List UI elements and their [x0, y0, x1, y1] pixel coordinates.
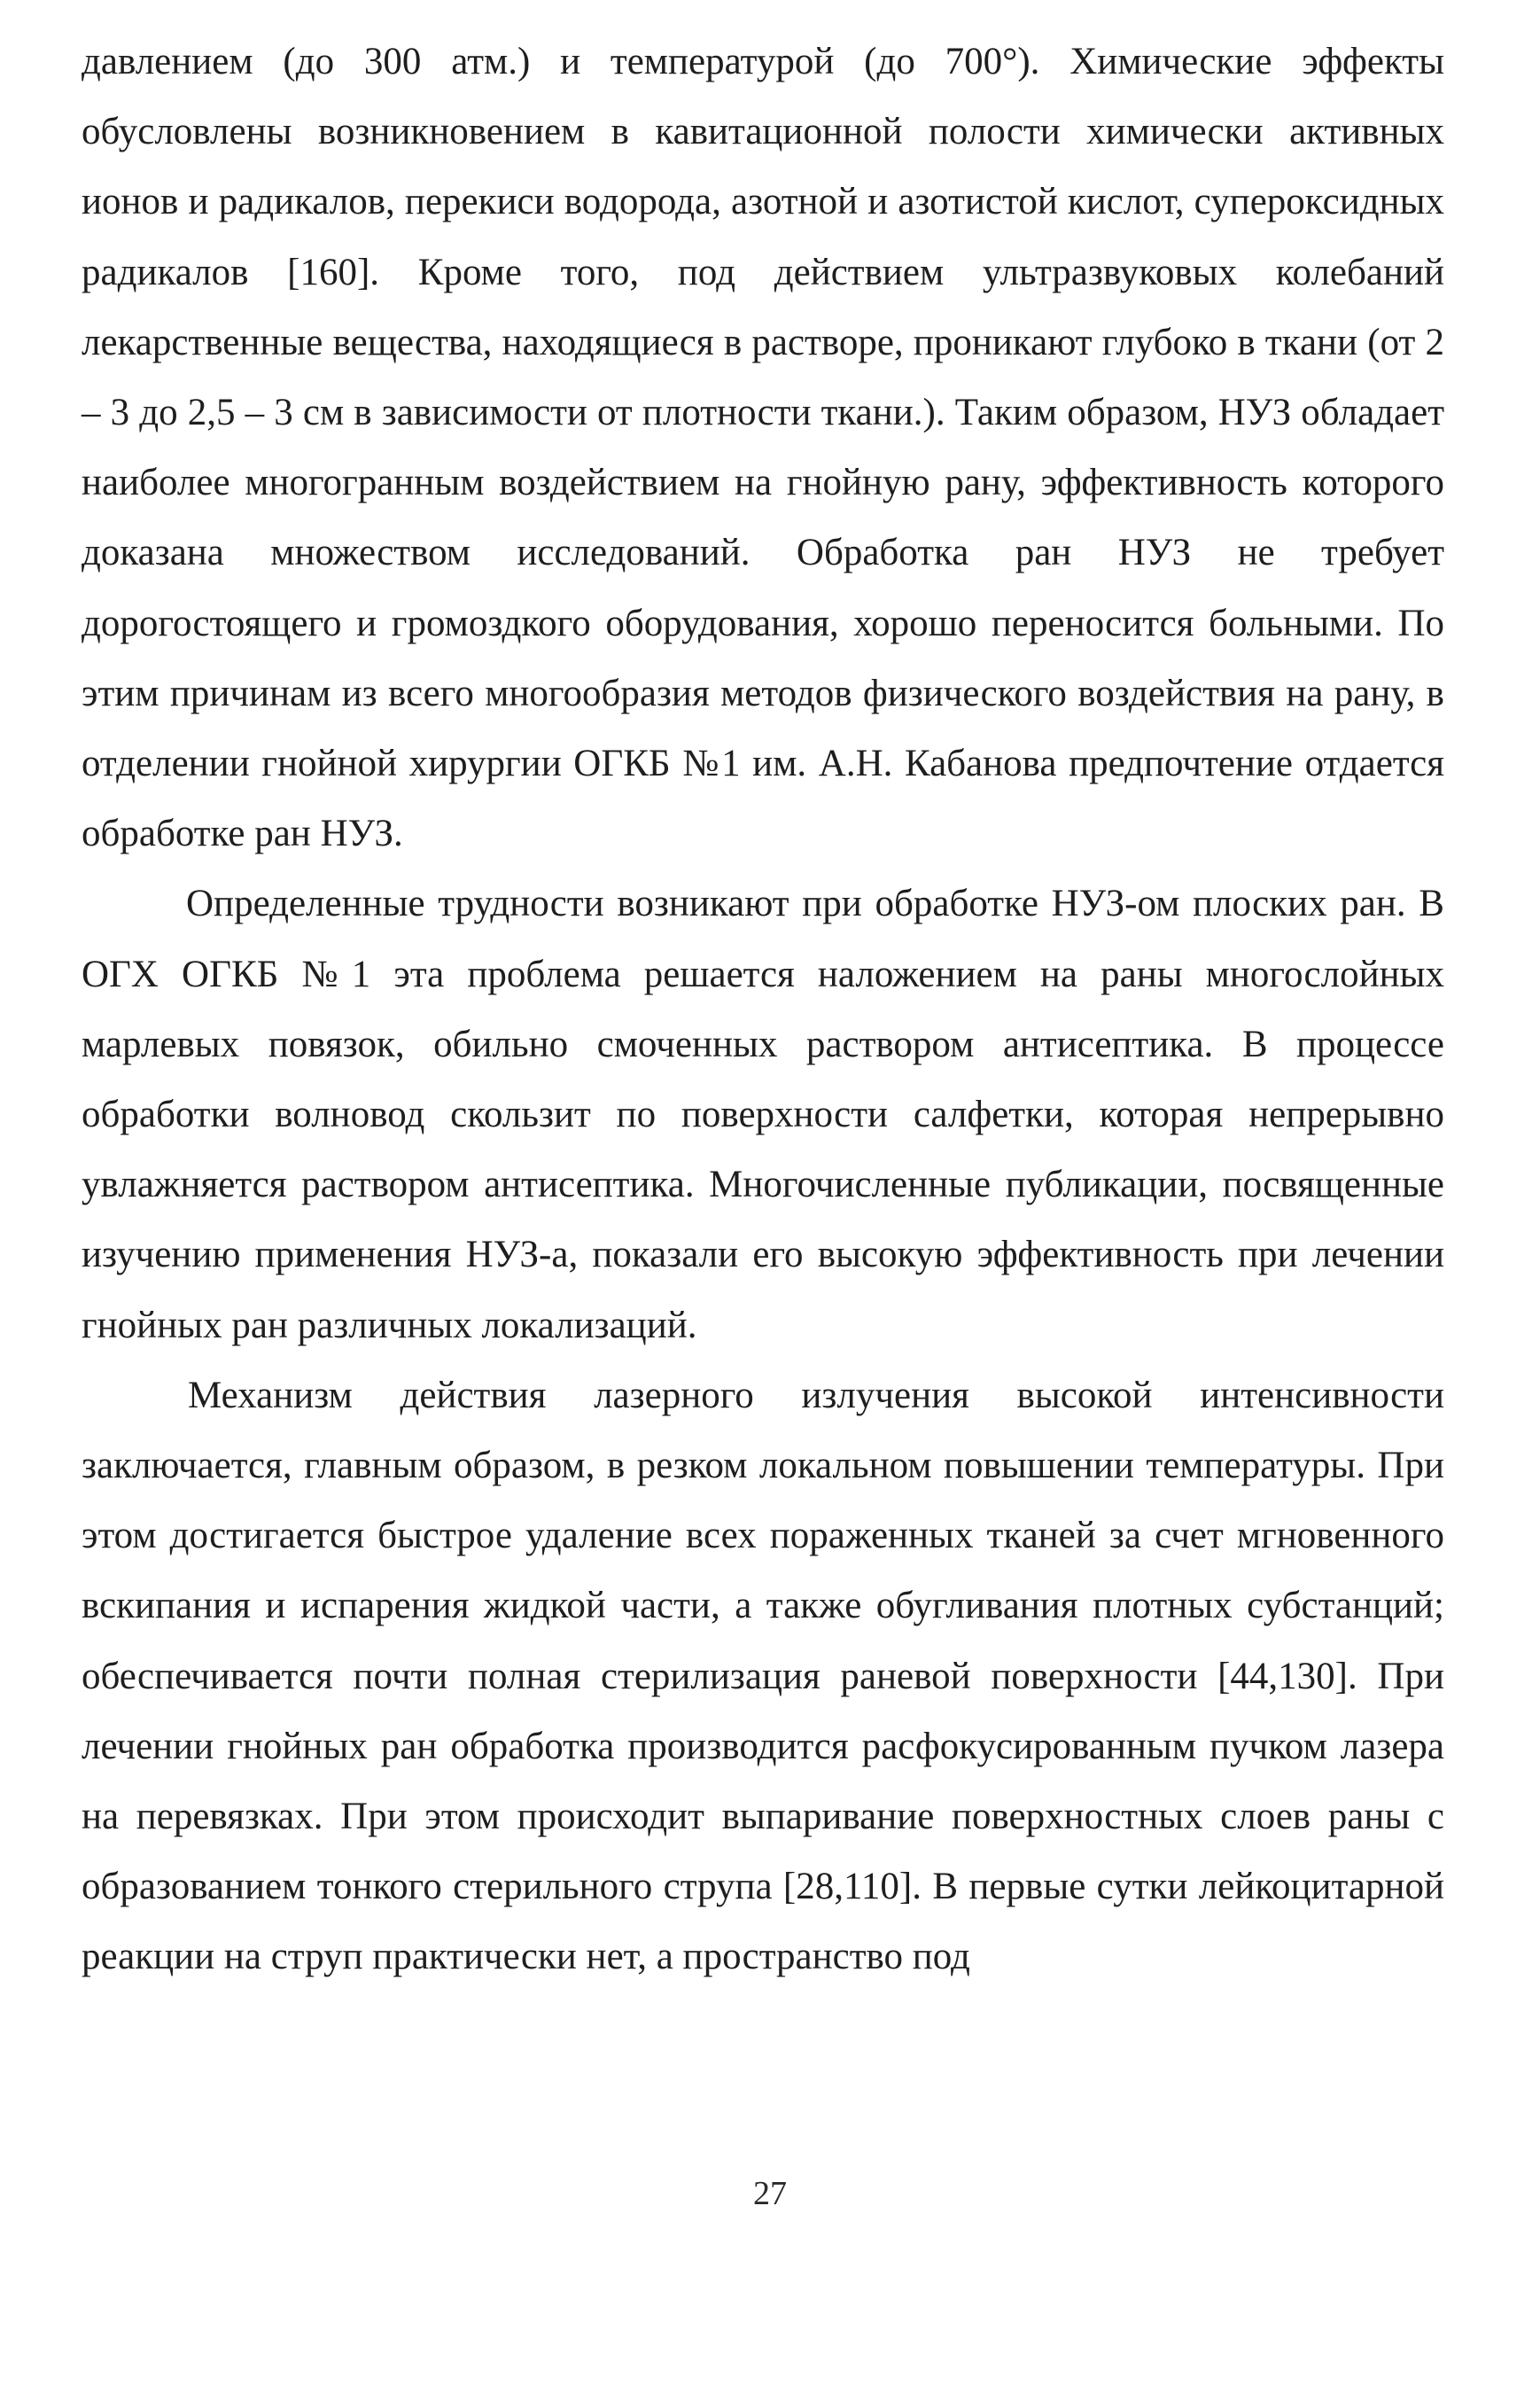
paragraph-laser-mechanism: Механизм действия лазерного излучения высокой интенсивности заключается, главным образом, в резком локальном повышении температуры. При этом достигается быстрое удаление всех пораженных тканей за счет мгновенного вскипания и испарения жидкой части, а также обугливания плотных субстанций; обеспечивается почти полная стерилизация раневой поверхности [44,130]. При лечении гнойных ран обработка производится расфокусированным пучком лазера на перевязках. При этом происходит выпаривание поверхностных слоев раны с образованием тонкого стерильного струпа [28,110]. В первые сутки лейкоцитарной реакции на струп практически нет, а пространство под — [82, 1374, 1444, 1978]
paragraph-ultrasound-difficulties: Определенные трудности возникают при обработке НУЗ-ом плоских ран. В ОГХ ОГКБ №1 эта проблема решается наложением на раны многослойных марлевых повязок, обильно смоченных раствором антисептика. В процессе обработки волновод скользит по поверхности салфетки, которая непрерывно увлажняется раствором антисептика. Многочисленные публикации, посвященные изучению применения НУЗ-а, показали его высокую эффективность при лечении гнойных ран различных локализаций. — [82, 883, 1444, 1346]
text-body — [82, 27, 1444, 1992]
page-number: 27 — [753, 2175, 787, 2212]
paragraph-continuation: давлением (до 300 атм.) и температурой (до 700°). Химические эффекты обусловлены возникновением в кавитационной полости химически активных ионов и радикалов, перекиси водорода, азотной и азотистой кислот, супероксидных радикалов [160]. Кроме того, под действием ультразвуковых колебаний лекарственные вещества, находящиеся в растворе, проникают глубоко в ткани (от 2 – 3 до 2,5 – 3 см в зависимости от плотности ткани.). Таким образом, НУЗ обладает наиболее многогранным воздействием на гнойную рану, эффективность которого доказана множеством исследований. Обработка ран НУЗ не требует дорогостоящего и громоздкого оборудования, хорошо переносится больными. По этим причинам из всего многообразия методов физического воздействия на рану, в отделении гнойной хирургии ОГКБ №1 им. А.Н. Кабанова предпочтение отдается обработке ран НУЗ. — [82, 41, 1444, 855]
